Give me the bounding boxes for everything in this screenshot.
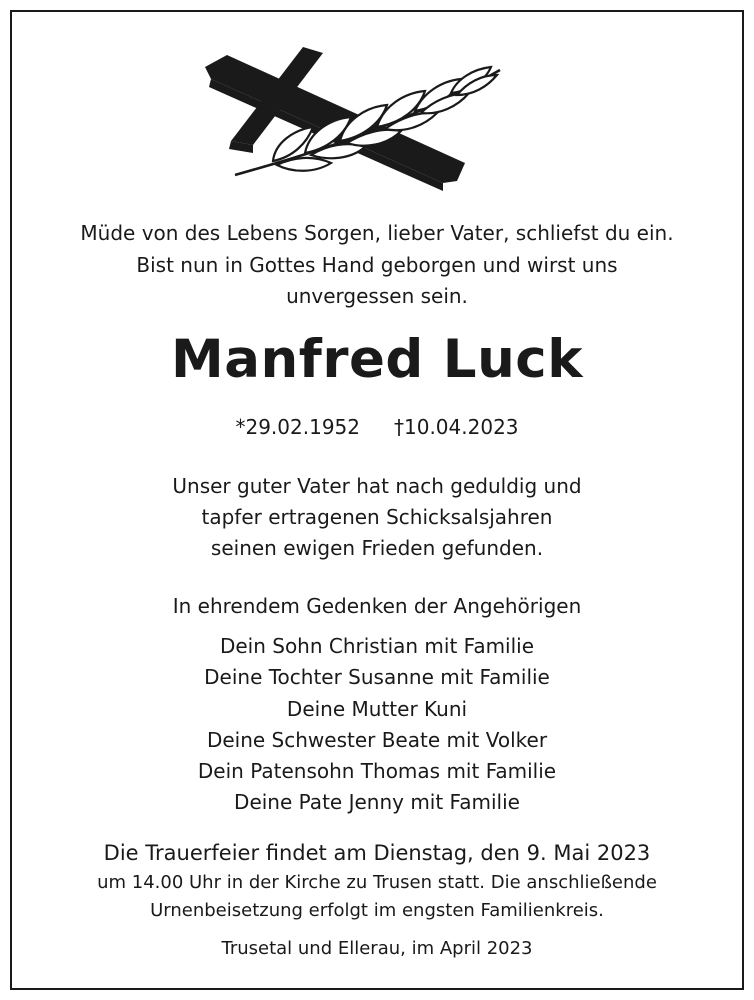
ceremony-headline: Die Trauerfeier findet am Dienstag, den 9. Mai 2023 [103,841,651,865]
obituary-message [0,471,754,564]
verse-line: Bist nun in Gottes Hand geborgen und wirst uns [136,252,618,277]
mourner-entry: Deine Schwester Beate mit Volker [206,727,548,752]
ceremony-details [0,869,754,925]
verse-line: Müde von des Lebens Sorgen, lieber Vater, schliefst du ein. [80,221,674,245]
cross-with-palm-branch-icon [195,35,525,195]
verse-line: unvergessen sein. [286,284,468,308]
message-line: tapfer ertragenen Schicksalsjahren [201,505,553,529]
mourner-entry: Deine Tochter Susanne mit Familie [204,665,550,690]
mourners-intro: In ehrendem Gedenken der Angehörigen [172,594,582,618]
death-date: †10.04.2023 [394,415,519,439]
mourner-entry: Deine Mutter Kuni [286,696,468,721]
mourner-entry: Dein Sohn Christian mit Familie [219,634,535,658]
deceased-name: Manfred Luck [171,329,583,390]
birth-date: *29.02.1952 [235,415,360,439]
life-dates [0,412,754,442]
mourner-entry: Deine Pate Jenny mit Familie [234,790,520,815]
ceremony-detail-line: Urnenbeisetzung erfolgt im engsten Familienkreis. [150,900,604,921]
ceremony-detail-line: um 14.00 Uhr in der Kirche zu Trusen statt. Die anschließende [97,872,657,893]
mourners-list [0,631,754,819]
message-line: seinen ewigen Frieden gefunden. [210,536,544,560]
memorial-verse [0,218,754,313]
message-line: Unser guter Vater hat nach geduldig und [172,474,582,498]
mourner-entry: Dein Patensohn Thomas mit Familie [197,759,557,784]
place-and-date: Trusetal und Ellerau, im April 2023 [221,938,533,959]
